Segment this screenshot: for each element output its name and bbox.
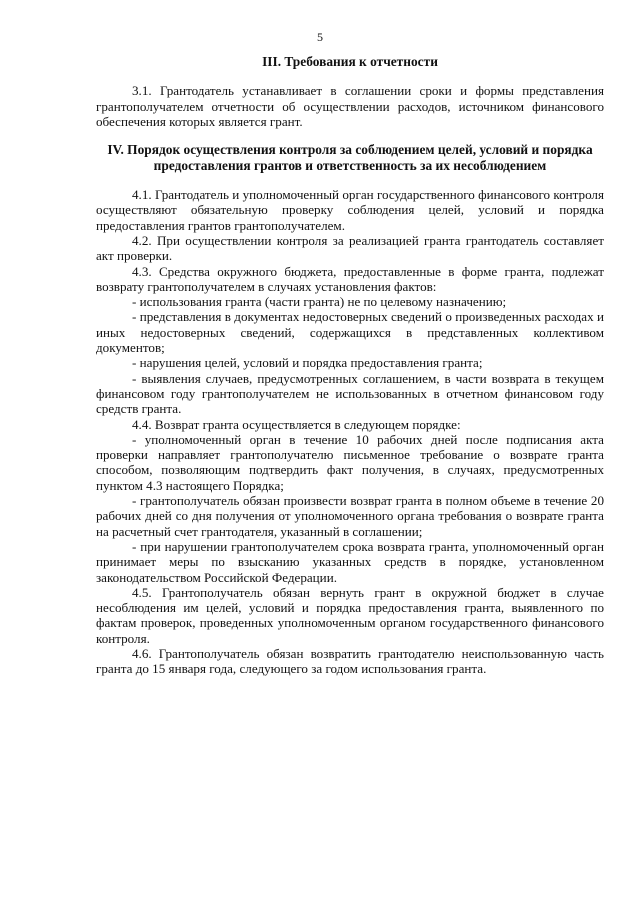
page-number: 5 bbox=[317, 30, 323, 44]
list-item-4-4-return: - грантополучатель обязан произвести возврат гранта в полном объеме в течение 20 рабочих дней со дня получения от уполномоченного органа требования о возврате гранта на расчетный счет грантодателя, указанный в соглашении; bbox=[96, 493, 604, 539]
paragraph-4-4: 4.4. Возврат гранта осуществляется в следующем порядке: bbox=[132, 416, 461, 432]
list-item-4-3-misuse: - использования гранта (части гранта) не по целевому назначению; bbox=[132, 294, 507, 310]
paragraph-4-6: 4.6. Грантополучатель обязан возвратить грантодателю неиспользованную часть гранта до 15 января года, следующего за годом использования гранта. bbox=[96, 646, 604, 677]
paragraph-4-1: 4.1. Грантодатель и уполномоченный орган государственного финансового контроля осуществляют обязательную проверку соблюдения целей, условий и порядка предоставления грантов грантополучателем. bbox=[96, 187, 604, 233]
list-item-4-4-recovery: - при нарушении грантополучателем срока возврата гранта, уполномоченный орган принимает меры по взысканию указанных средств в порядке, установленном законодательством Российской Федерации. bbox=[96, 538, 604, 585]
paragraph-4-3: 4.3. Средства окружного бюджета, предоставленные в форме гранта, подлежат возврату грантополучателем в случаях установления фактов: bbox=[96, 263, 604, 294]
list-item-4-3-false-info: - представления в документах недостоверных сведений о произведенных расходах и иных недостоверных сведений, содержащихся в представленных коллективом документов; bbox=[96, 309, 604, 356]
list-item-4-3-violation: - нарушения целей, условий и порядка предоставления гранта; bbox=[132, 355, 483, 371]
document-body bbox=[96, 54, 604, 677]
list-item-4-4-demand: - уполномоченный орган в течение 10 рабочих дней после подписания акта проверки направляет грантополучателю письменное требование о возврате гранта способом, позволяющим подтвердить факт получения, в случаях, предусмотренных пунктом 4.3 настоящего Порядка; bbox=[96, 431, 604, 493]
section-3-heading: III. Требования к отчетности bbox=[262, 54, 438, 69]
list-item-4-3-unused-funds: - выявления случаев, предусмотренных соглашением, в части возврата в текущем финансовом году грантополучателем не использованных в отчетном финансовом году средств гранта. bbox=[96, 370, 604, 417]
section-4-heading: IV. Порядок осуществления контроля за соблюдением целей, условий и порядка предоставления грантов и ответственность за их несоблюдением bbox=[107, 142, 593, 173]
paragraph-4-5: 4.5. Грантополучатель обязан вернуть грант в окружной бюджет в случае несоблюдения им целей, условий и порядка предоставления гранта, выявленного по фактам проверок, проведенных уполномоченным органом государственного финансового контроля. bbox=[96, 584, 604, 646]
paragraph-4-2: 4.2. При осуществлении контроля за реализацией гранта грантодатель составляет акт проверки. bbox=[96, 233, 604, 264]
paragraph-3-1: 3.1. Грантодатель устанавливает в соглашении сроки и формы представления грантополучателем отчетности об осуществлении расходов, источником финансового обеспечения которых является грант. bbox=[96, 83, 604, 129]
